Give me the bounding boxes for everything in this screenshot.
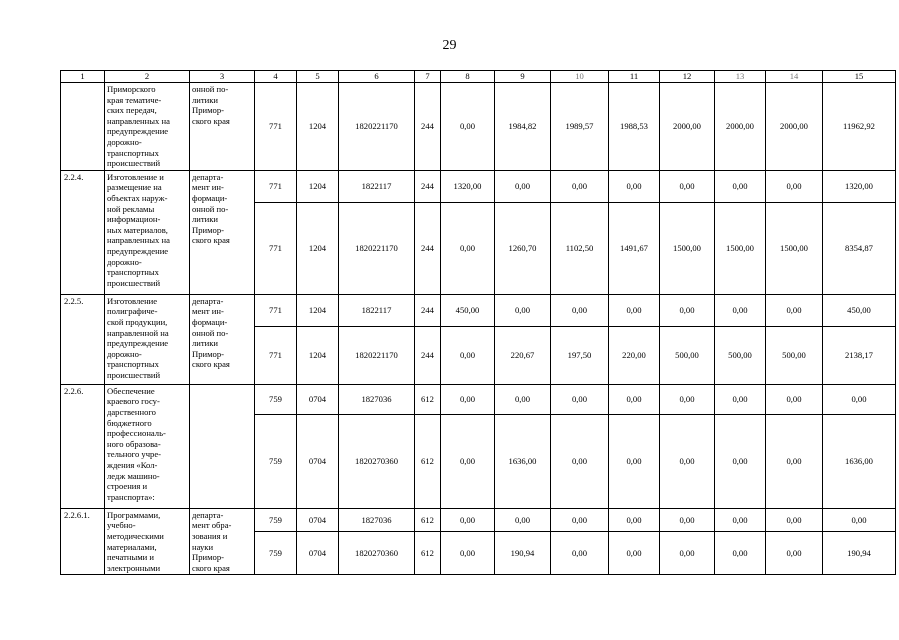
- row-executor: департа- мент ин- формаци- онной по- литики Примор- ского края: [190, 294, 255, 384]
- cell-col-4: 771: [255, 170, 297, 202]
- row-code: 2.2.5.: [61, 294, 105, 384]
- cell-col-6: 1822117: [339, 170, 415, 202]
- cell-col-5: 0704: [297, 532, 339, 575]
- row-executor: департа- мент обра- зования и науки Примор- ского края: [190, 508, 255, 575]
- cell-col-5: 1204: [297, 294, 339, 326]
- cell-col-14: 0,00: [766, 384, 823, 414]
- column-header-8: 8: [441, 71, 495, 83]
- cell-col-4: 771: [255, 326, 297, 384]
- cell-col-9: 0,00: [495, 384, 551, 414]
- cell-col-8: 0,00: [441, 83, 495, 171]
- cell-col-13: 1500,00: [715, 202, 766, 294]
- table-row: [61, 508, 896, 532]
- cell-col-12: 0,00: [660, 294, 715, 326]
- cell-col-11: 0,00: [609, 532, 660, 575]
- cell-col-13: 0,00: [715, 414, 766, 508]
- row-code: [61, 83, 105, 171]
- column-header-1: 1: [61, 71, 105, 83]
- column-header-9: 9: [495, 71, 551, 83]
- cell-col-13: 0,00: [715, 170, 766, 202]
- cell-col-12: 500,00: [660, 326, 715, 384]
- cell-col-10: 0,00: [551, 384, 609, 414]
- cell-col-6: 1820221170: [339, 202, 415, 294]
- cell-col-4: 771: [255, 294, 297, 326]
- row-code: 2.2.4.: [61, 170, 105, 294]
- cell-col-14: 0,00: [766, 532, 823, 575]
- cell-col-14: 0,00: [766, 294, 823, 326]
- row-name: Изготовление полиграфиче- ской продукции, направленной на предупреждение дорожно- транспортных происшествий: [105, 294, 190, 384]
- budget-table: [60, 70, 896, 575]
- cell-col-9: 0,00: [495, 508, 551, 532]
- column-header-7: 7: [415, 71, 441, 83]
- cell-col-14: 0,00: [766, 414, 823, 508]
- cell-col-10: 197,50: [551, 326, 609, 384]
- cell-col-8: 0,00: [441, 326, 495, 384]
- cell-col-14: 500,00: [766, 326, 823, 384]
- cell-col-6: 1822117: [339, 294, 415, 326]
- table-row: [61, 294, 896, 326]
- cell-col-11: 220,00: [609, 326, 660, 384]
- cell-col-8: 0,00: [441, 202, 495, 294]
- cell-col-8: 0,00: [441, 508, 495, 532]
- row-executor: онной по- литики Примор- ского края: [190, 83, 255, 171]
- cell-col-15: 190,94: [823, 532, 896, 575]
- cell-col-7: 244: [415, 202, 441, 294]
- cell-col-4: 759: [255, 384, 297, 414]
- cell-col-11: 0,00: [609, 170, 660, 202]
- cell-col-12: 0,00: [660, 414, 715, 508]
- cell-col-4: 759: [255, 414, 297, 508]
- column-header-3: 3: [190, 71, 255, 83]
- cell-col-7: 612: [415, 414, 441, 508]
- cell-col-5: 0704: [297, 384, 339, 414]
- cell-col-12: 0,00: [660, 532, 715, 575]
- cell-col-6: 1827036: [339, 384, 415, 414]
- cell-col-14: 0,00: [766, 508, 823, 532]
- cell-col-14: 0,00: [766, 170, 823, 202]
- cell-col-11: 1988,53: [609, 83, 660, 171]
- cell-col-4: 759: [255, 508, 297, 532]
- cell-col-9: 1636,00: [495, 414, 551, 508]
- page-number: 29: [442, 38, 457, 53]
- table-row: [61, 170, 896, 202]
- cell-col-4: 759: [255, 532, 297, 575]
- cell-col-10: 0,00: [551, 508, 609, 532]
- cell-col-10: 0,00: [551, 294, 609, 326]
- column-header-12: 12: [660, 71, 715, 83]
- table-body: [61, 71, 896, 575]
- cell-col-15: 2138,17: [823, 326, 896, 384]
- cell-col-7: 612: [415, 384, 441, 414]
- cell-col-7: 612: [415, 508, 441, 532]
- row-executor: [190, 384, 255, 508]
- cell-col-8: 0,00: [441, 414, 495, 508]
- column-header-10: 10: [551, 71, 609, 83]
- header-row: [61, 71, 896, 83]
- cell-col-10: 0,00: [551, 170, 609, 202]
- cell-col-15: 8354,87: [823, 202, 896, 294]
- cell-col-13: 0,00: [715, 294, 766, 326]
- cell-col-10: 1989,57: [551, 83, 609, 171]
- cell-col-13: 0,00: [715, 384, 766, 414]
- column-header-4: 4: [255, 71, 297, 83]
- cell-col-15: 450,00: [823, 294, 896, 326]
- cell-col-12: 0,00: [660, 508, 715, 532]
- cell-col-12: 0,00: [660, 170, 715, 202]
- cell-col-5: 1204: [297, 202, 339, 294]
- cell-col-6: 1820221170: [339, 326, 415, 384]
- cell-col-6: 1820270360: [339, 414, 415, 508]
- cell-col-4: 771: [255, 83, 297, 171]
- cell-col-12: 0,00: [660, 384, 715, 414]
- cell-col-9: 0,00: [495, 170, 551, 202]
- cell-col-9: 1260,70: [495, 202, 551, 294]
- cell-col-15: 0,00: [823, 384, 896, 414]
- cell-col-7: 244: [415, 170, 441, 202]
- table-row: [61, 83, 896, 171]
- cell-col-5: 1204: [297, 170, 339, 202]
- cell-col-6: 1827036: [339, 508, 415, 532]
- row-name: Обеспечение краевого госу- дарственного бюджетного профессиональ- ного образова- тельного учре- ждения «Кол- ледж машино- строения и транспорта»:: [105, 384, 190, 508]
- cell-col-7: 244: [415, 83, 441, 171]
- cell-col-13: 0,00: [715, 532, 766, 575]
- cell-col-5: 0704: [297, 414, 339, 508]
- cell-col-4: 771: [255, 202, 297, 294]
- cell-col-7: 244: [415, 326, 441, 384]
- cell-col-11: 0,00: [609, 384, 660, 414]
- cell-col-15: 1636,00: [823, 414, 896, 508]
- cell-col-14: 2000,00: [766, 83, 823, 171]
- cell-col-14: 1500,00: [766, 202, 823, 294]
- cell-col-8: 0,00: [441, 532, 495, 575]
- row-name: Приморского края тематиче- ских передач, направленных на предупреждение дорожно- транспортных происшествий: [105, 83, 190, 171]
- row-executor: департа- мент ин- формаци- онной по- литики Примор- ского края: [190, 170, 255, 294]
- cell-col-12: 2000,00: [660, 83, 715, 171]
- row-name: Программами, учебно- методическими материалами, печатными и электронными: [105, 508, 190, 575]
- cell-col-10: 1102,50: [551, 202, 609, 294]
- cell-col-6: 1820221170: [339, 83, 415, 171]
- cell-col-15: 0,00: [823, 508, 896, 532]
- cell-col-13: 500,00: [715, 326, 766, 384]
- cell-col-9: 0,00: [495, 294, 551, 326]
- column-header-5: 5: [297, 71, 339, 83]
- cell-col-11: 1491,67: [609, 202, 660, 294]
- cell-col-15: 1320,00: [823, 170, 896, 202]
- row-code: 2.2.6.: [61, 384, 105, 508]
- column-header-2: 2: [105, 71, 190, 83]
- row-code: 2.2.6.1.: [61, 508, 105, 575]
- cell-col-9: 190,94: [495, 532, 551, 575]
- cell-col-10: 0,00: [551, 414, 609, 508]
- column-header-6: 6: [339, 71, 415, 83]
- cell-col-5: 0704: [297, 508, 339, 532]
- cell-col-7: 244: [415, 294, 441, 326]
- cell-col-5: 1204: [297, 83, 339, 171]
- cell-col-7: 612: [415, 532, 441, 575]
- cell-col-11: 0,00: [609, 294, 660, 326]
- column-header-15: 15: [823, 71, 896, 83]
- cell-col-6: 1820270360: [339, 532, 415, 575]
- cell-col-11: 0,00: [609, 508, 660, 532]
- cell-col-5: 1204: [297, 326, 339, 384]
- column-header-11: 11: [609, 71, 660, 83]
- cell-col-8: 0,00: [441, 384, 495, 414]
- cell-col-9: 220,67: [495, 326, 551, 384]
- cell-col-15: 11962,92: [823, 83, 896, 171]
- table-row: [61, 384, 896, 414]
- cell-col-8: 450,00: [441, 294, 495, 326]
- cell-col-11: 0,00: [609, 414, 660, 508]
- column-header-14: 14: [766, 71, 823, 83]
- cell-col-10: 0,00: [551, 532, 609, 575]
- cell-col-9: 1984,82: [495, 83, 551, 171]
- cell-col-8: 1320,00: [441, 170, 495, 202]
- cell-col-13: 0,00: [715, 508, 766, 532]
- column-header-13: 13: [715, 71, 766, 83]
- cell-col-13: 2000,00: [715, 83, 766, 171]
- row-name: Изготовление и размещение на объектах наруж- ной рекламы информацион- ных материалов, направленных на предупреждение дорожно- транспортных происшествий: [105, 170, 190, 294]
- cell-col-12: 1500,00: [660, 202, 715, 294]
